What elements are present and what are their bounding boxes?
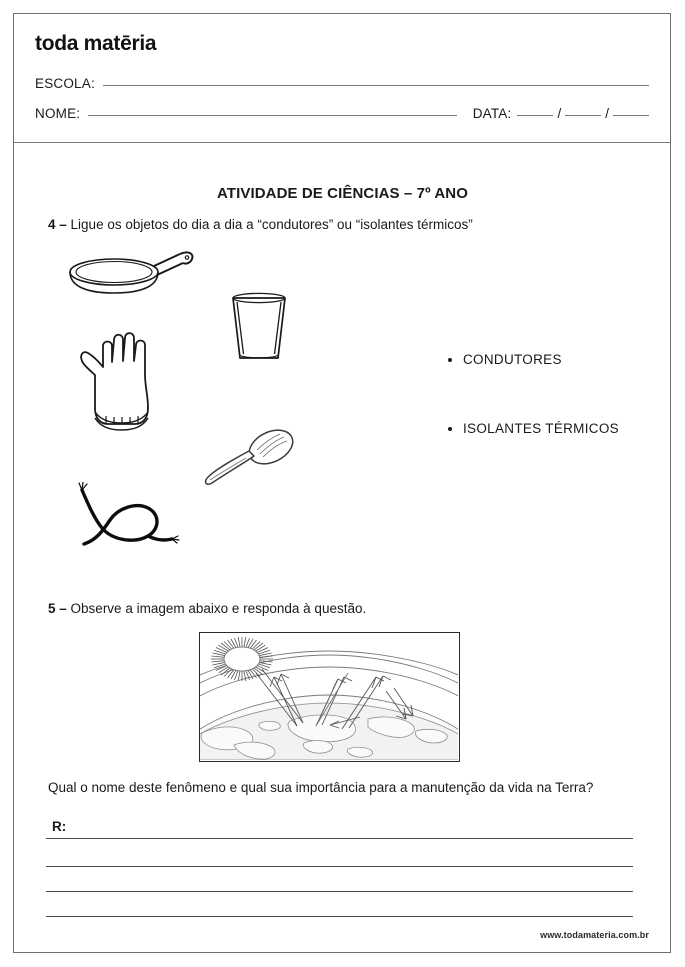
answer-line[interactable] (46, 866, 633, 867)
bullet-icon (448, 427, 452, 431)
question-4-statement (48, 217, 473, 232)
answer-line[interactable] (46, 838, 633, 839)
category-condutores[interactable] (448, 352, 562, 367)
question-4-number: 4 – (48, 217, 67, 232)
date-year-blank[interactable] (613, 115, 649, 116)
page-title: ATIVIDADE DE CIÊNCIAS – 7º ANO (216, 185, 468, 202)
question-4-text: Ligue os objetos do dia a dia a “condutores” ou “isolantes térmicos” (70, 217, 473, 232)
date-field-group (473, 106, 649, 121)
school-input-rule[interactable] (103, 85, 649, 86)
brand-logo: toda matēria (35, 32, 157, 55)
category-label: CONDUTORES (463, 352, 562, 367)
date-label: DATA: (472, 106, 512, 121)
worksheet-header (14, 14, 670, 142)
answer-line[interactable] (46, 916, 633, 917)
footer-url[interactable]: www.todamateria.com.br (540, 930, 649, 940)
page-border (13, 13, 671, 953)
question-5-statement (48, 601, 366, 616)
answer-line[interactable] (46, 891, 633, 892)
category-label: ISOLANTES TÉRMICOS (463, 421, 619, 436)
bullet-icon (448, 358, 452, 362)
date-day-blank[interactable] (517, 115, 553, 116)
question-5-prompt: Qual o nome deste fenômeno e qual sua importância para a manutenção da vida na Terra? (48, 780, 594, 795)
date-month-blank[interactable] (565, 115, 601, 116)
header-divider (14, 142, 670, 143)
answer-label: R: (52, 819, 67, 834)
name-input-rule[interactable] (88, 115, 456, 116)
greenhouse-effect-figure (199, 632, 460, 762)
name-field-row (35, 106, 649, 121)
question-5-text: Observe a imagem abaixo e responda à questão. (70, 601, 367, 616)
question-5-number: 5 – (48, 601, 67, 616)
date-separator-2: / (605, 106, 609, 121)
school-field-row (35, 76, 649, 91)
school-label: ESCOLA: (35, 76, 95, 91)
name-label: NOME: (35, 106, 81, 121)
date-separator-1: / (557, 106, 562, 121)
category-isolantes-termicos[interactable] (448, 421, 619, 436)
